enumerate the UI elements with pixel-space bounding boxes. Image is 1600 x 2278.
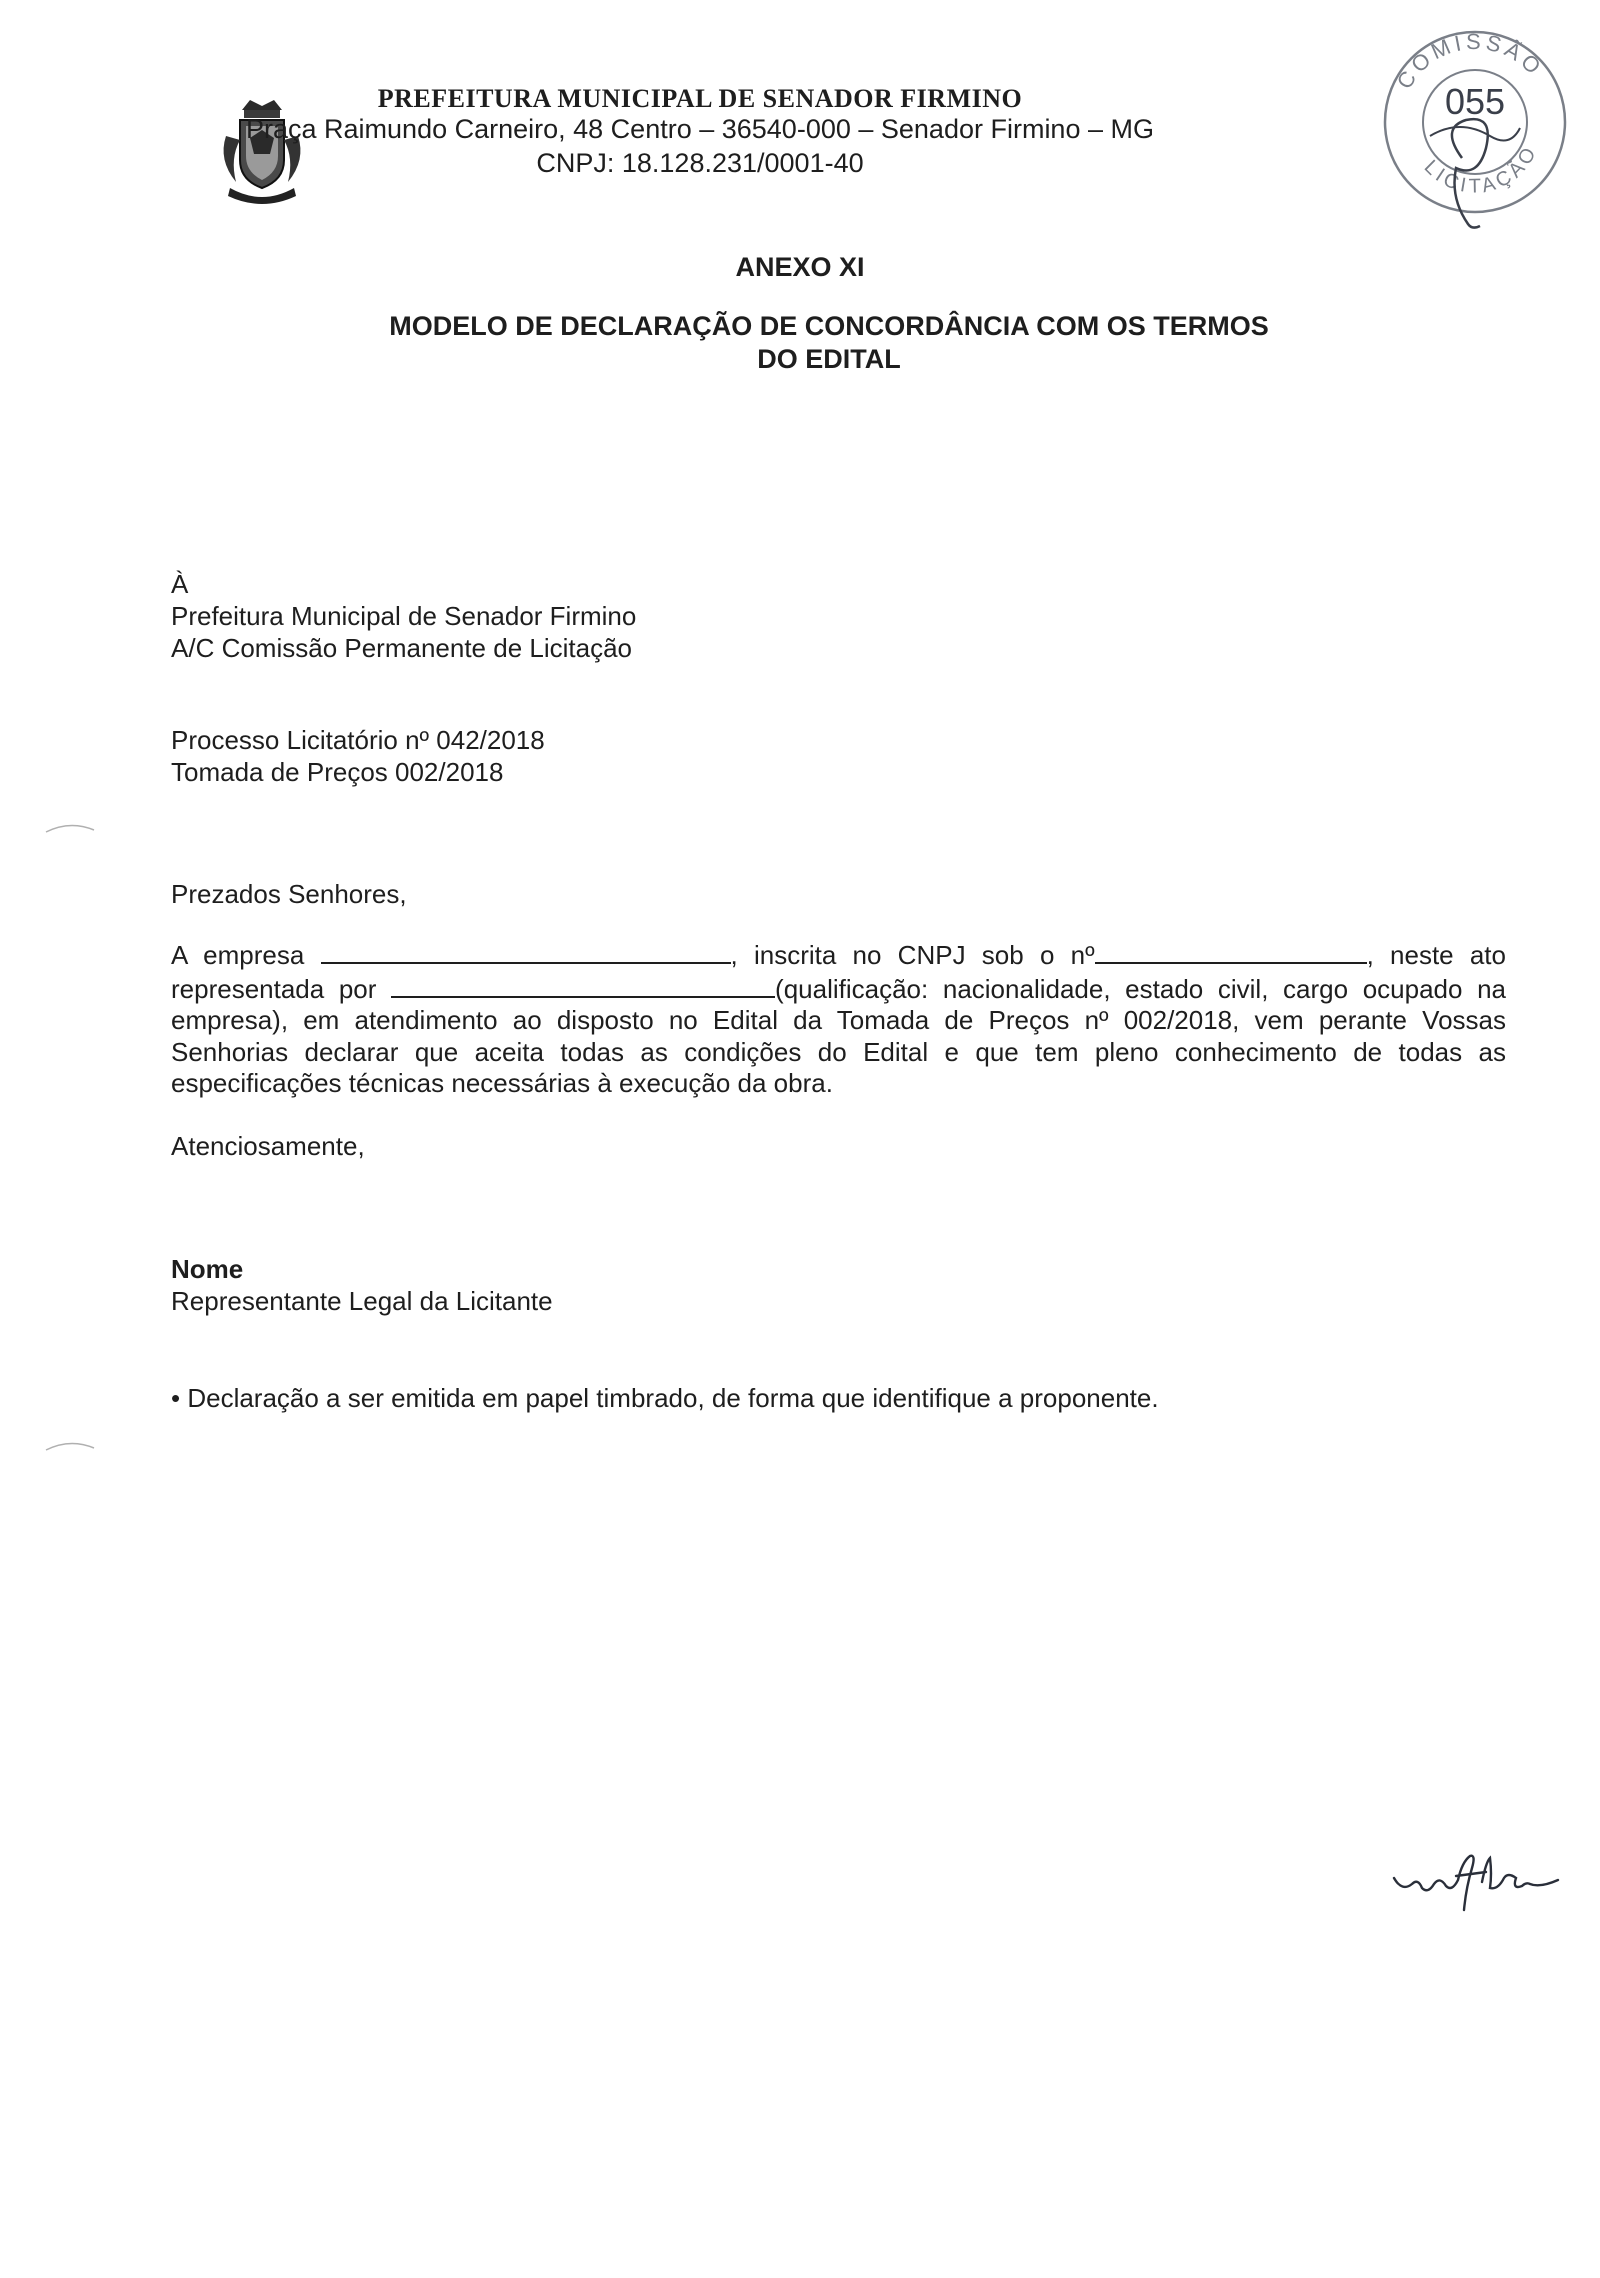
paragraph-part4: (qualificação: nacionalidade, estado civil, cargo ocupado na empresa), em atendimento ao disposto no Edital da Tomada de Preços nº 002/2018, vem perante Vossas Senhorias declarar que aceita todas as condições do Edital e que tem pleno conhecimento de todas as especificações técnicas necessárias à execução da obra. (171, 973, 1506, 1098)
closing: Atenciosamente, (171, 1131, 365, 1161)
addressee-prefix: À (171, 569, 189, 599)
annex-subtitle (0, 310, 1600, 376)
annex-title: ANEXO XI (735, 252, 865, 282)
stamp-text-top: COMISSÃO (1391, 28, 1549, 94)
handwritten-initials-icon (1390, 1848, 1570, 1918)
greeting: Prezados Senhores, (171, 879, 407, 909)
tomada-precos-number: Tomada de Preços 002/2018 (171, 757, 504, 787)
footnote: • Declaração a ser emitida em papel timbrado, de forma que identifique a proponente. (171, 1383, 1159, 1413)
scan-mark (40, 1436, 100, 1456)
addressee-line1: Prefeitura Municipal de Senador Firmino (171, 601, 637, 631)
representative-blank (391, 972, 775, 998)
commission-stamp (1370, 18, 1580, 238)
municipality-cnpj: CNPJ: 18.128.231/0001-40 (536, 148, 864, 178)
cnpj-blank (1095, 938, 1367, 964)
signature-name: Nome (171, 1254, 244, 1284)
company-name-blank (321, 938, 731, 964)
declaration-paragraph (171, 938, 1506, 1100)
process-number: Processo Licitatório nº 042/2018 (171, 725, 545, 755)
paragraph-part3: , neste ato representada por (171, 940, 1506, 1004)
municipality-address: Praça Raimundo Carneiro, 48 Centro – 36540-000 – Senador Firmino – MG (246, 114, 1154, 144)
signature-role: Representante Legal da Licitante (171, 1286, 553, 1316)
annex-subtitle-line1: MODELO DE DECLARAÇÃO DE CONCORDÂNCIA COM OS TERMOS (389, 311, 1269, 341)
stamp-number: 055 (1444, 81, 1506, 122)
process-block (171, 724, 545, 788)
municipality-title: PREFEITURA MUNICIPAL DE SENADOR FIRMINO (377, 84, 1023, 113)
paragraph-part1: A empresa (171, 940, 321, 970)
stamp-text-bottom: LICITAÇÃO (1419, 140, 1543, 198)
scan-mark (40, 818, 100, 838)
svg-text:LICITAÇÃO (1420, 141, 1543, 198)
paragraph-part2: , inscrita no CNPJ sob o nº (730, 940, 1095, 970)
annex-subtitle-line2: DO EDITAL (757, 344, 901, 374)
signature-block (171, 1253, 553, 1317)
addressee-line2: A/C Comissão Permanente de Licitação (171, 633, 633, 663)
addressee-block (171, 568, 636, 664)
